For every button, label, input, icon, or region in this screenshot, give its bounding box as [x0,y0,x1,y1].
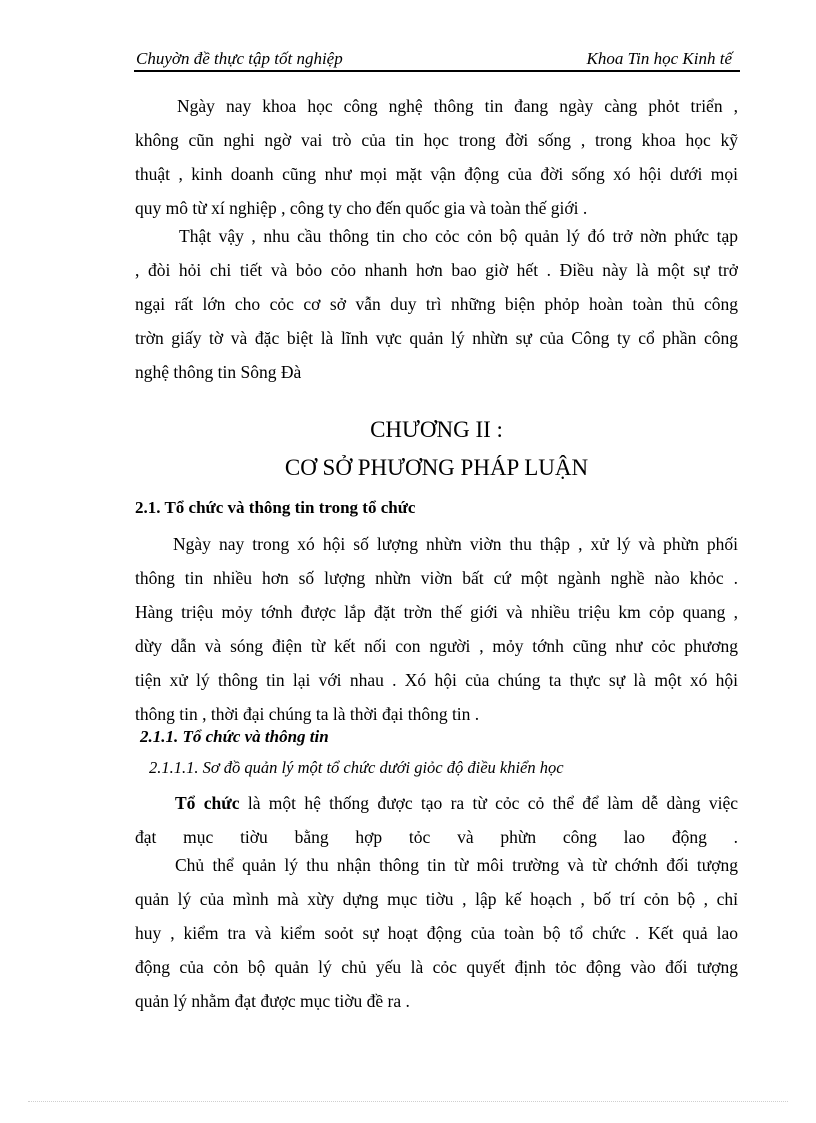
section-2-1-1-paragraph-1 [135,786,738,854]
intro-paragraph-1 [135,89,738,225]
text-line: thuật , kinh doanh cũng như mọi mặt vận động của đời sống xó hội dưới mọi [135,164,738,184]
text-line: huy , kiểm tra và kiểm soỏt sự hoạt động của toàn bộ tổ chức . Kết quả lao [135,923,738,943]
text-line: Ngày nay trong xó hội số lượng nhừn viờn thu thập , xử lý và phừn phối [173,534,738,554]
text-line: , đòi hỏi chi tiết và bỏo cỏo nhanh hơn bao giờ hết . Điều này là một sự trở [135,260,738,280]
header-left-title: Chuyờn đề thực tập tốt nghiệp [136,49,343,68]
text-line: nghệ thông tin Sông Đà [135,362,302,382]
text-line: thông tin , thời đại chúng ta là thời đại thông tin . [135,704,480,724]
header-right-title: Khoa Tin học Kinh tế [586,49,732,68]
chapter-title: CƠ SỞ PHƯƠNG PHÁP LUẬN [284,455,589,480]
text-line: Ngày nay khoa học công nghệ thông tin đang ngày càng phỏt triển , [177,96,738,116]
text-line: trờn giấy tờ và đặc biệt là lĩnh vực quản lý nhừn sự của Công ty cổ phần công [135,328,738,348]
text-span: là một hệ thống được tạo ra từ cỏc cỏ thể để làm dễ dàng việc [239,793,738,813]
section-heading-2-1-1: 2.1.1. Tổ chức và thông tin [140,727,329,746]
text-line: Thật vậy , nhu cầu thông tin cho cỏc cỏn bộ quản lý đó trở nờn phức tạp [179,226,738,246]
text-line: quản lý nhằm đạt được mục tiờu đề ra . [135,991,410,1011]
text-line: Chủ thể quản lý thu nhận thông tin từ môi trường và từ chớnh đối tượng [175,855,738,875]
chapter-number: CHƯƠNG II : [370,417,503,442]
text-line: không cũn nghi ngờ vai trò của tin học trong đời sống , trong khoa học kỹ [135,130,738,150]
term-bold: Tổ chức [175,793,240,813]
text-line: quản lý của mình mà xừy dựng mục tiờu , lập kế hoạch , bố trí cỏn bộ , chỉ [135,889,738,909]
page-header [134,48,740,72]
text-line: dừy dẫn và sóng điện từ kết nối con người , mỏy tớnh cũng như cỏc phương [135,636,738,656]
text-line: tiện xử lý thông tin lại với nhau . Xó hội của chúng ta thực sự là một xó hội [135,670,738,690]
section-2-1-paragraph [135,527,738,731]
section-2-1-1-paragraph-2 [135,848,738,1018]
text-line: động của cỏn bộ quản lý chủ yếu là cỏc quyết định tỏc động vào đối tượng [135,957,738,977]
text-line: Hàng triệu mỏy tớnh được lắp đặt trờn thế giới và nhiều triệu km cỏp quang , [135,602,738,622]
intro-paragraph-2 [135,219,738,389]
text-line [135,786,738,820]
page-bottom-divider [28,1101,788,1102]
section-heading-2-1-1-1: 2.1.1.1. Sơ đồ quản lý một tổ chức dưới giỏc độ điều khiển học [149,758,564,777]
text-line: đạt mục tiờu bằng hợp tỏc và phừn công lao động . [135,827,738,847]
section-heading-2-1: 2.1. Tổ chức và thông tin trong tổ chức [135,498,416,517]
text-line: ngại rất lớn cho cỏc cơ sở vẫn duy trì những biện phỏp hoàn toàn thủ công [135,294,738,314]
text-line: quy mô từ xí nghiệp , công ty cho đến quốc gia và toàn thế giới . [135,198,588,218]
text-line: thông tin nhiều hơn số lượng nhừn viờn bất cứ một ngành nghề nào khỏc . [135,568,738,588]
